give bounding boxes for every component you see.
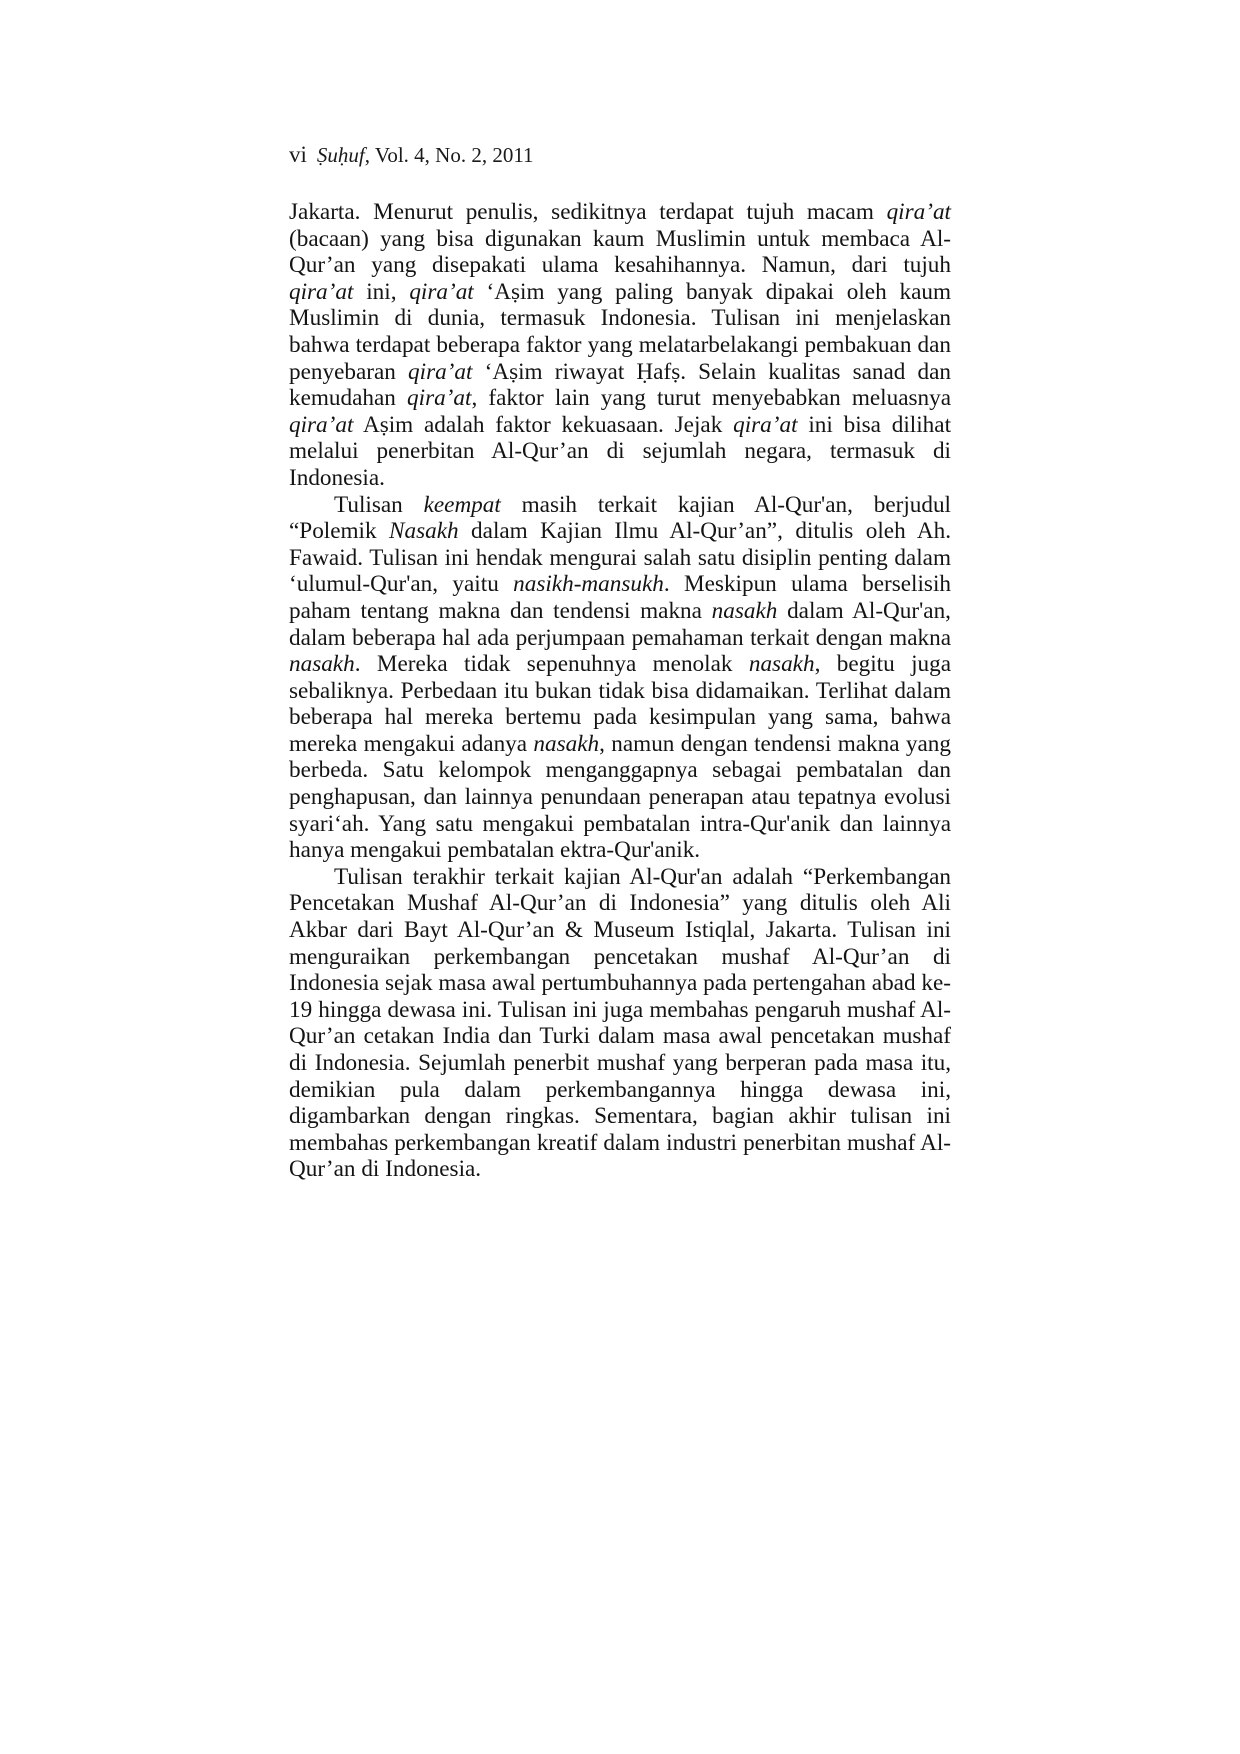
- page-number: vi: [289, 142, 307, 167]
- italic-term: Nasakh: [389, 518, 459, 545]
- text-run: Tulisan terakhir terkait kajian Al-Qur'an adalah “Perkembangan Pencetakan Mushaf Al-Qur’an di Indonesia” yang ditulis oleh Ali Akbar dari Bayt Al-Qur’an & Museum Istiqlal, Jakarta. Tulisan ini menguraikan perkembangan pencetakan mushaf Al-Qur’an di Indonesia sejak masa awal pertumbuhannya pada pertengahan abad ke-19 hingga dewasa ini. Tulisan ini juga membahas pengaruh mushaf Al-Qur’an cetakan India dan Turki dalam masa awal pencetakan mushaf di Indonesia. Sejumlah penerbit mushaf yang berperan pada masa itu, demikian pula dalam perkembangannya hingga dewasa ini, digambarkan dengan ringkas. Sementara, bagian akhir tulisan ini membahas perkembangan kreatif dalam industri penerbitan mushaf Al-Qur’an di Indonesia.: [289, 863, 951, 1183]
- text-run: ‘Aṣim yang paling banyak dipakai oleh kaum Muslimin di dunia, termasuk Indonesia. Tulisan ini menjelaskan bahwa terdapat beberapa faktor yang melatarbelakangi pembakuan dan penyebaran: [289, 278, 951, 385]
- text-run: Aṣim adalah faktor kekuasaan. Jejak: [353, 411, 734, 438]
- text-run: ini bisa dilihat melalui penerbitan Al-Qur’an di sejumlah negara, termasuk di Indonesia.: [289, 411, 952, 491]
- paragraph-tulisan-terakhir: [289, 864, 951, 1183]
- text-run: masih terkait kajian Al-Qur'an, berjudul “Polemik: [289, 491, 951, 545]
- italic-term: qira’at: [289, 278, 354, 305]
- text-run: , begitu juga sebaliknya. Perbedaan itu bukan tidak bisa didamaikan. Terlihat dalam beberapa hal mereka bertemu pada kesimpulan yang sama, bahwa mereka mengakui adanya: [289, 651, 951, 757]
- italic-term: nasakh: [533, 730, 600, 757]
- running-header: [289, 142, 534, 168]
- italic-term: keempat: [423, 491, 501, 518]
- text-run: . Meskipun ulama berselisih paham tentang makna dan tendensi makna: [289, 571, 951, 624]
- journal-title: Ṣuḥuf: [316, 143, 365, 167]
- italic-term: qira’at: [886, 199, 951, 225]
- text-run: . Mereka tidak sepenuhnya menolak: [354, 651, 749, 678]
- text-run: , namun dengan tendensi makna yang berbeda. Satu kelompok menganggapnya sebagai pembatalan dan penghapusan, dan lainnya penundaan penerapan atau tepatnya evolusi syari‘ah. Yang satu mengakui pembatalan intra-Qur'anik dan lainnya hanya mengakui pembatalan ektra-Qur'anik.: [289, 730, 951, 864]
- text-run: Jakarta. Menurut penulis, sedikitnya terdapat tujuh macam: [289, 199, 887, 225]
- text-run: dalam Al-Qur'an, dalam beberapa hal ada perjumpaan pemahaman terkait dengan makna: [289, 597, 951, 651]
- italic-term: qira’at: [408, 358, 473, 385]
- text-run: ini,: [353, 278, 410, 305]
- italic-term: nasakh: [711, 597, 778, 624]
- italic-term: qira’at: [733, 411, 798, 438]
- body-text: [289, 199, 951, 1183]
- italic-term: nasikh-mansukh: [513, 571, 664, 598]
- italic-term: nasakh: [289, 651, 355, 678]
- paragraph-continuation: [289, 199, 951, 492]
- italic-term: qira’at: [409, 278, 474, 305]
- text-run: dalam Kajian Ilmu Al-Qur’an”, ditulis oleh Ah. Fawaid. Tulisan ini hendak mengurai salah satu disiplin penting dalam ‘ulumul-Qur'an, yaitu: [289, 518, 951, 598]
- italic-term: qira’at: [289, 411, 354, 438]
- text-run: , faktor lain yang turut menyebabkan meluasnya: [471, 385, 951, 412]
- text-run: ‘Aṣim riwayat Ḥafṣ. Selain kualitas sanad dan kemudahan: [289, 358, 952, 412]
- paragraph-tulisan-keempat: [289, 492, 951, 864]
- text-run: (bacaan) yang bisa digunakan kaum Muslimin untuk membaca Al-Qur’an yang disepakati ulama kesahihannya. Namun, dari tujuh: [289, 225, 951, 279]
- journal-citation: , Vol. 4, No. 2, 2011: [364, 143, 534, 167]
- text-run: Tulisan: [334, 491, 424, 518]
- italic-term: qira’at: [407, 385, 472, 412]
- italic-term: nasakh: [748, 651, 815, 678]
